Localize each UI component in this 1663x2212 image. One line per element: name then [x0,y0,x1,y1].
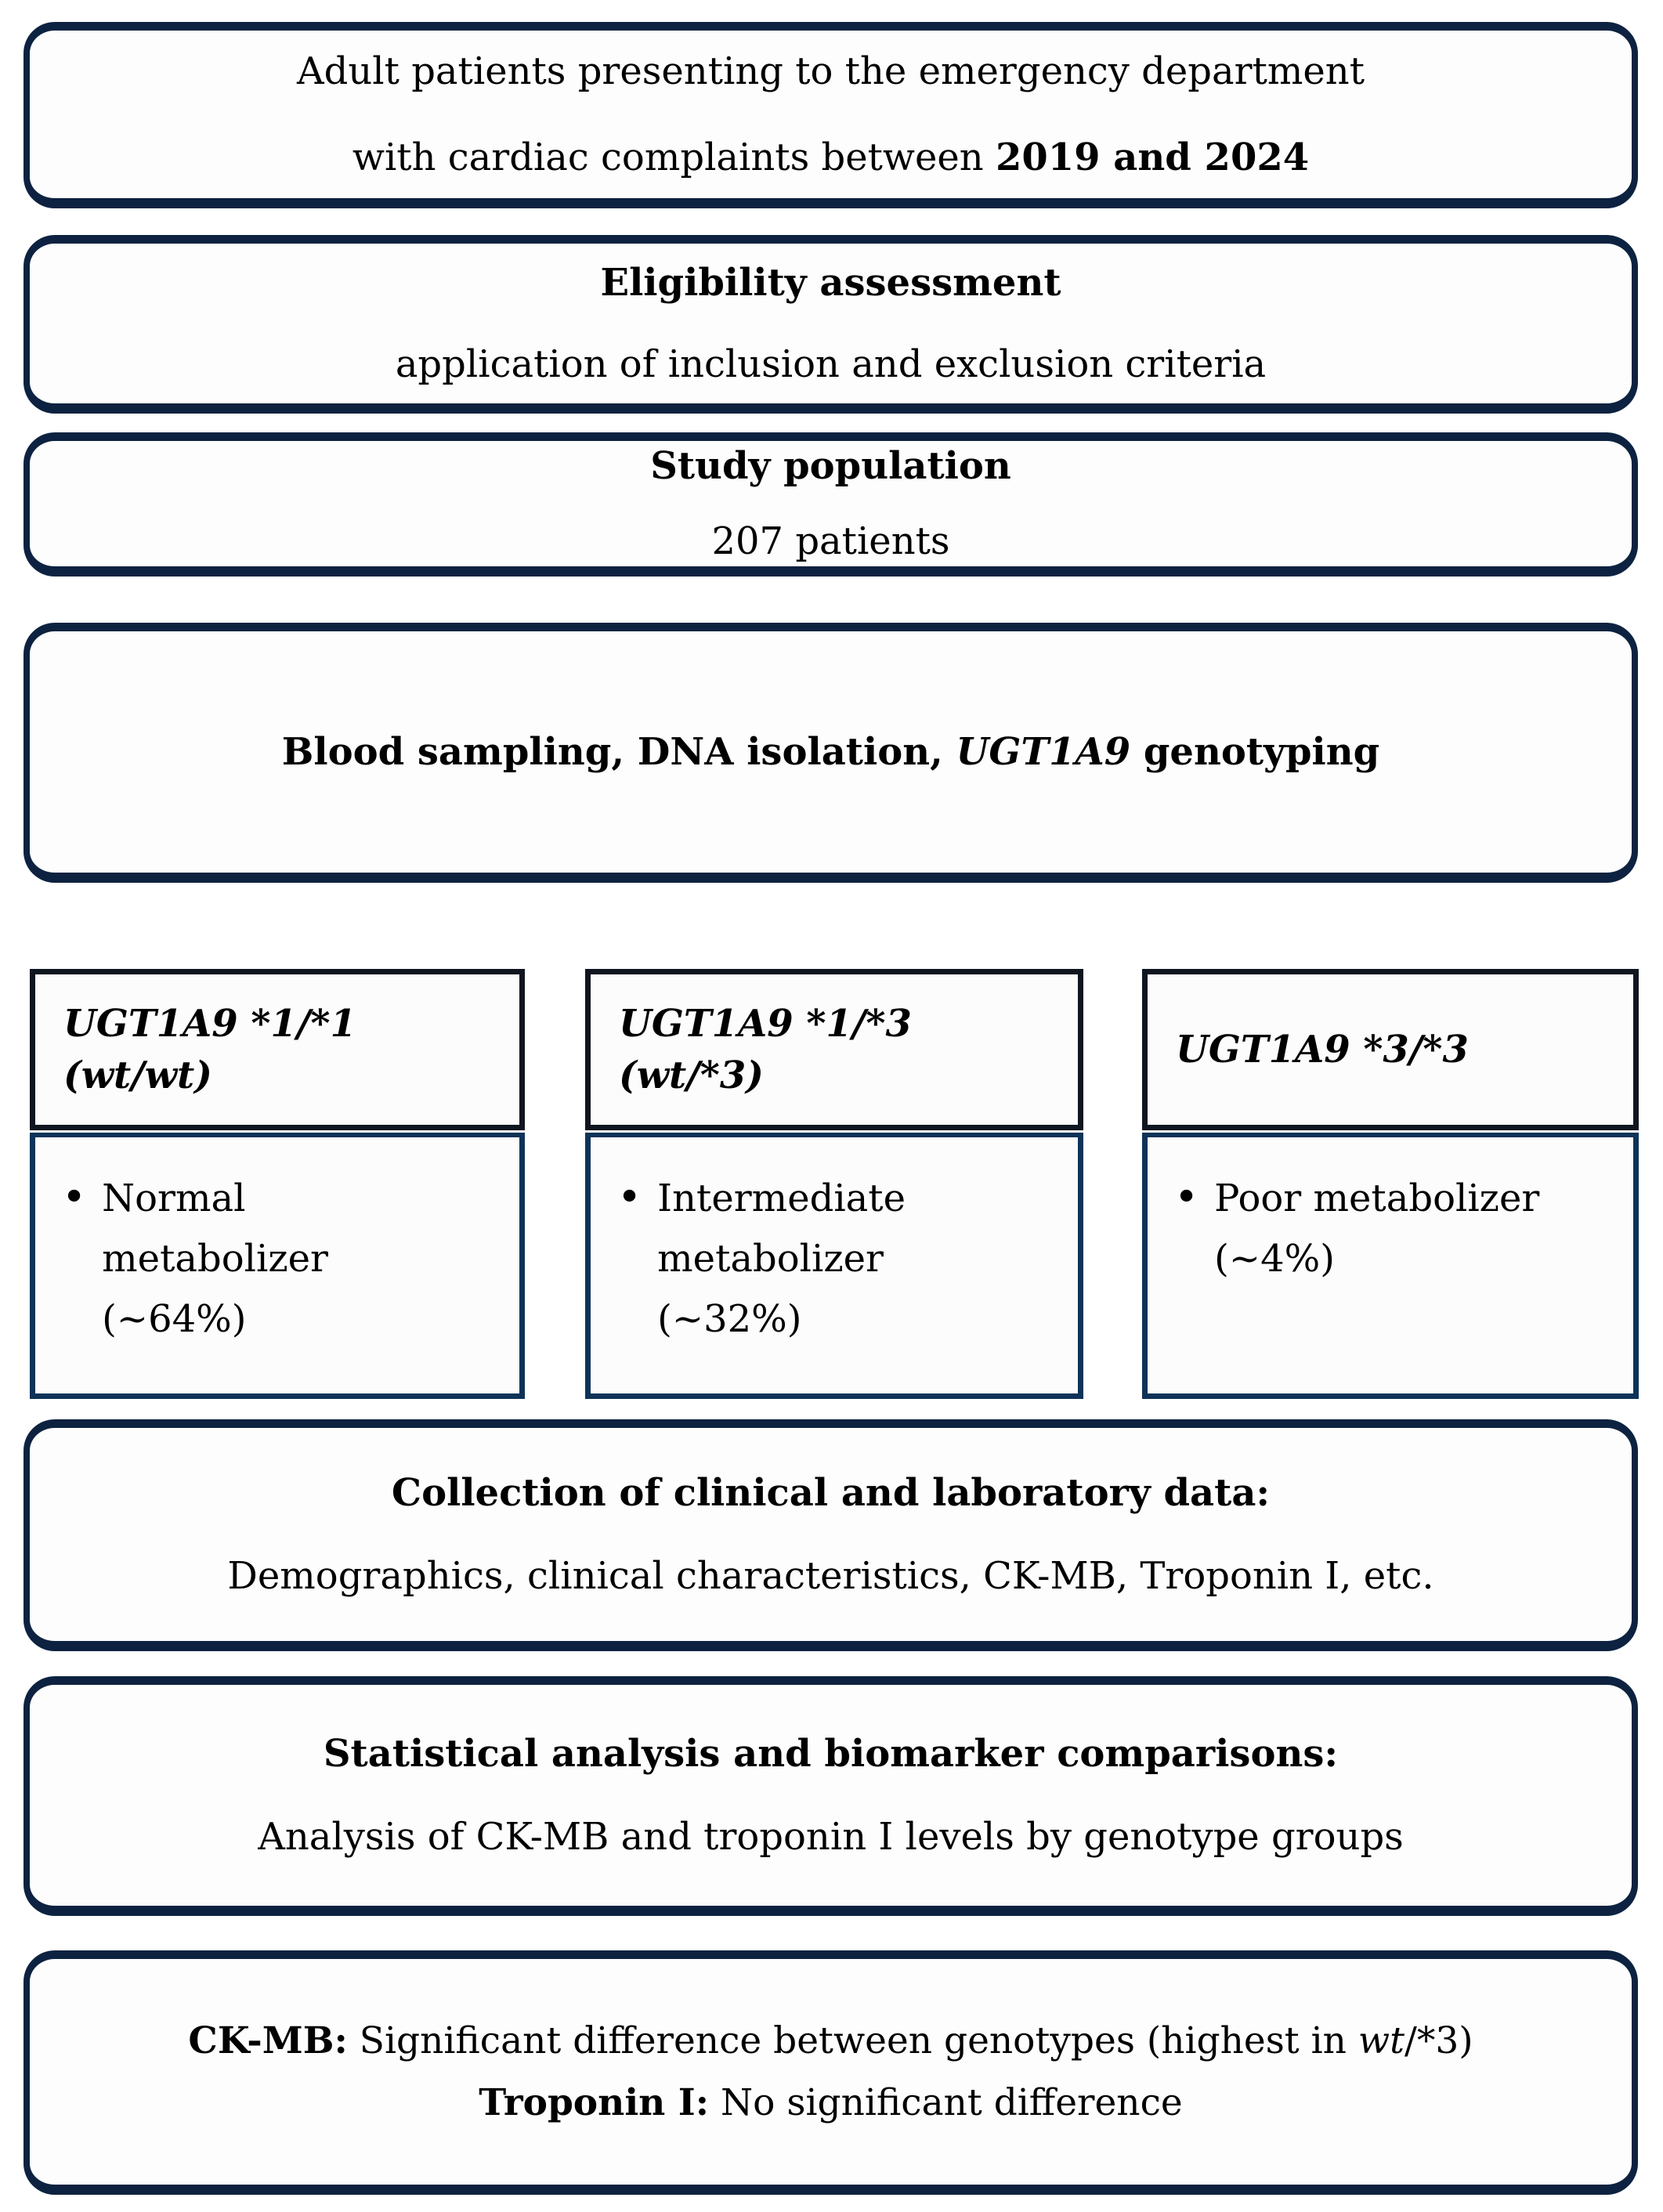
data-collection-box [23,1419,1638,1651]
data-collection-subtitle: Demographics, clinical characteristics, CK-MB, Troponin I, etc. [227,1554,1434,1598]
phenotype-item [617,1169,1059,1349]
statistical-analysis-box [23,1676,1638,1916]
statistics-subtitle: Analysis of CK-MB and troponin I levels by genotype groups [258,1815,1404,1859]
recruitment-line-2 [329,133,1332,182]
genotype-wt3-body [585,1133,1083,1399]
phenotype-text: Poor metabolizer (~4%) [1214,1176,1540,1281]
bullet-icon: • [617,1173,642,1221]
genotype-33-header [1142,969,1639,1130]
genotype-wt3-name: UGT1A9 *1/*3 [619,1001,912,1046]
results-ckmb-suffix: /*3) [1405,2019,1473,2062]
genotype-33-body [1142,1133,1639,1399]
genotype-33-box [1142,969,1639,1399]
genotype-wtwt-allele: (wt/wt) [63,1054,212,1097]
eligibility-title: Eligibility assessment [600,260,1061,305]
recruitment-line-1: Adult patients presenting to the emergency department [297,49,1365,93]
results-troponin-label: Troponin I: [479,2081,710,2124]
results-ckmb-line [164,2017,1496,2065]
bullet-icon: • [62,1173,87,1221]
recruitment-years: 2019 and 2024 [995,136,1310,179]
data-collection-title: Collection of clinical and laboratory data: [391,1470,1271,1515]
phenotype-item [62,1169,501,1349]
phenotype-text: Intermediate metabolizer (~32%) [657,1176,906,1341]
phenotype-text: Normal metabolizer (~64%) [102,1176,328,1341]
study-population-count: 207 patients [711,519,950,563]
genotype-wt3-allele: (wt/*3) [619,1054,764,1097]
bullet-icon: • [1174,1173,1199,1221]
genotyping-suffix: genotyping [1130,729,1380,774]
recruitment-box [23,22,1638,208]
genotyping-line [258,728,1403,776]
recruitment-line-2-text: with cardiac complaints between [352,136,996,179]
genotyping-prefix: Blood sampling, DNA isolation, [281,729,956,774]
results-box [23,1950,1638,2195]
eligibility-subtitle: application of inclusion and exclusion criteria [395,342,1267,386]
eligibility-box [23,235,1638,414]
results-troponin-line [455,2079,1206,2127]
results-troponin-text: No significant difference [709,2081,1183,2124]
genotype-wt3-box [585,969,1083,1399]
genotype-33-name: UGT1A9 *3/*3 [1176,1027,1469,1072]
study-population-box [23,432,1638,576]
study-population-title: Study population [650,443,1011,488]
gene-name: UGT1A9 [956,729,1131,774]
genotype-wtwt-body [30,1133,525,1399]
results-wt-italic: wt [1358,2019,1405,2062]
genotype-wtwt-header [30,969,525,1130]
results-ckmb-text: Significant difference between genotypes (highest in [347,2019,1358,2062]
genotype-wt3-header [585,969,1083,1130]
genotype-wtwt-box [30,969,525,1399]
phenotype-item [1174,1169,1614,1289]
genotyping-box [23,623,1638,883]
statistics-title: Statistical analysis and biomarker comparisons: [323,1731,1339,1776]
results-ckmb-label: CK-MB: [188,2019,348,2062]
genotype-wtwt-name: UGT1A9 *1/*1 [63,1001,356,1046]
